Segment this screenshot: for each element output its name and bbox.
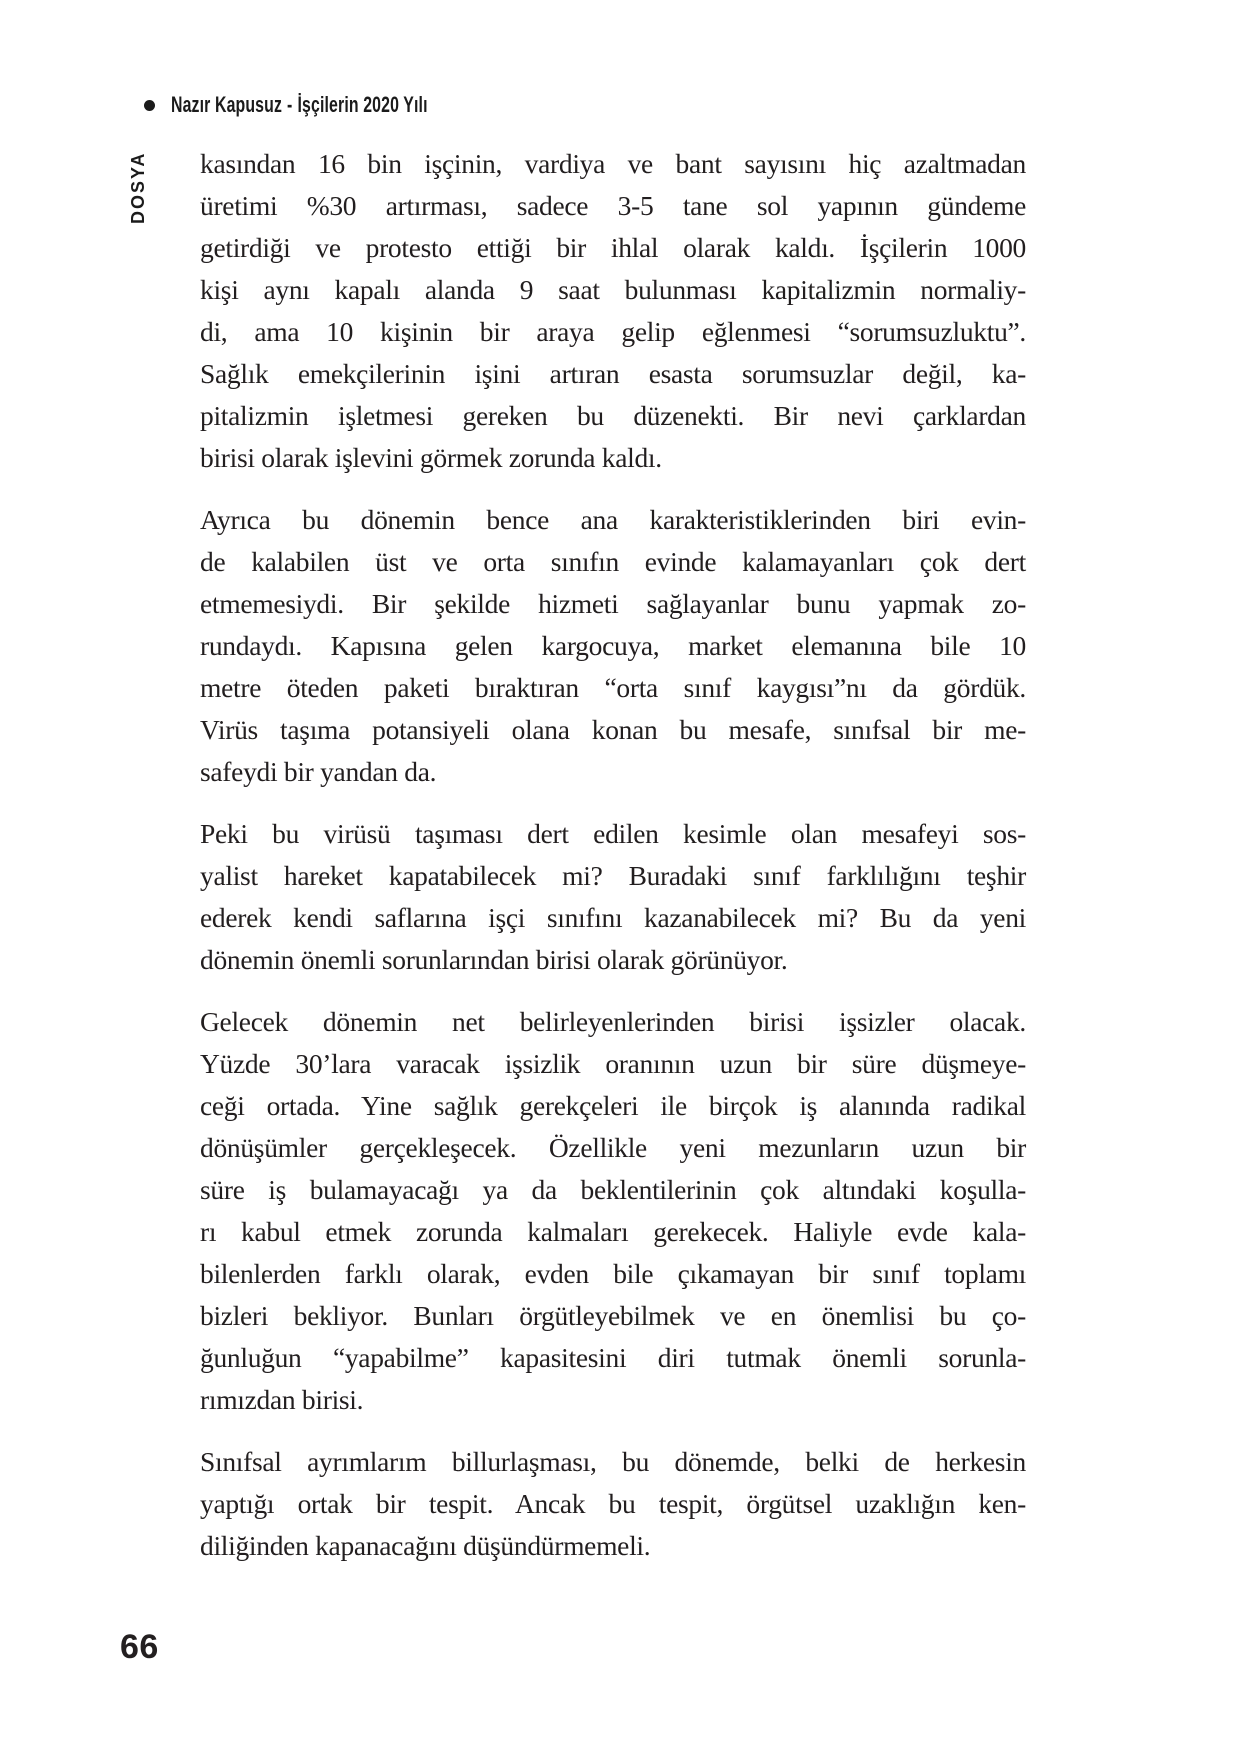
header-author: Nazır Kapusuz: [171, 92, 283, 117]
text-line: ğunluğun “yapabilme” kapasitesini diri tutmak önemli sorunla-: [200, 1342, 1026, 1373]
text-line: Gelecek dönemin net belirleyenlerinden birisi işsizler olacak.: [200, 1006, 1026, 1037]
text-line: getirdiği ve protesto ettiği bir ihlal olarak kaldı. İşçilerin 1000: [200, 232, 1026, 263]
text-line: rundaydı. Kapısına gelen kargocuya, market elemanına bile 10: [200, 630, 1026, 661]
running-header: [144, 92, 527, 118]
header-book-title: İşçilerin 2020 Yılı: [297, 92, 428, 117]
paragraph: [200, 499, 1026, 793]
text-line: üretimi %30 artırması, sadece 3-5 tane sol yapının gündeme: [200, 190, 1026, 221]
text-line: Sağlık emekçilerinin işini artıran esasta sorumsuzlar değil, ka-: [200, 358, 1026, 389]
text-line: kişi aynı kapalı alanda 9 saat bulunması kapitalizmin normaliy-: [200, 274, 1026, 305]
text-line: de kalabilen üst ve orta sınıfın evinde kalamayanları çok dert: [200, 546, 1026, 577]
text-line: rımızdan birisi.: [200, 1384, 364, 1415]
paragraph: [200, 1001, 1026, 1421]
text-line: dönemin önemli sorunlarından birisi olarak görünüyor.: [200, 944, 788, 975]
text-line: süre iş bulamayacağı ya da beklentilerinin çok altındaki koşulla-: [200, 1174, 1026, 1205]
body-text: [200, 143, 1026, 1567]
header-separator: -: [287, 92, 293, 117]
paragraph: [200, 1441, 1026, 1567]
text-line: dönüşümler gerçekleşecek. Özellikle yeni mezunların uzun bir: [200, 1132, 1026, 1163]
text-line: etmemesiydi. Bir şekilde hizmeti sağlayanlar bunu yapmak zo-: [200, 588, 1026, 619]
text-line: bizleri bekliyor. Bunları örgütleyebilmek ve en önemlisi bu ço-: [200, 1300, 1026, 1331]
text-line: Ayrıca bu dönemin bence ana karakteristiklerinden biri evin-: [200, 504, 1026, 535]
text-line: rı kabul etmek zorunda kalmaları gerekecek. Haliyle evde kala-: [200, 1216, 1026, 1247]
text-line: Virüs taşıma potansiyeli olana konan bu mesafe, sınıfsal bir me-: [200, 714, 1026, 745]
page-number: 66: [120, 1628, 159, 1666]
text-line: yalist hareket kapatabilecek mi? Buradaki sınıf farklılığını teşhir: [200, 860, 1026, 891]
header-text: [171, 92, 428, 118]
paragraph: [200, 143, 1026, 479]
text-line: pitalizmin işletmesi gereken bu düzenekti. Bir nevi çarklardan: [200, 400, 1026, 431]
text-line: metre öteden paketi bıraktıran “orta sınıf kaygısı”nı da gördük.: [200, 672, 1026, 703]
text-line: yaptığı ortak bir tespit. Ancak bu tespit, örgütsel uzaklığın ken-: [200, 1488, 1026, 1519]
text-line: Sınıfsal ayrımlarım billurlaşması, bu dönemde, belki de herkesin: [200, 1446, 1026, 1477]
text-line: ceği ortada. Yine sağlık gerekçeleri ile birçok iş alanında radikal: [200, 1090, 1026, 1121]
text-line: diliğinden kapanacağını düşündürmemeli.: [200, 1530, 651, 1561]
paragraph: [200, 813, 1026, 981]
text-line: Yüzde 30’lara varacak işsizlik oranının uzun bir süre düşmeye-: [200, 1048, 1026, 1079]
text-line: birisi olarak işlevini görmek zorunda kaldı.: [200, 442, 662, 473]
text-line: bilenlerden farklı olarak, evden bile çıkamayan bir sınıf toplamı: [200, 1258, 1026, 1289]
section-label-dosya: DOSYA: [128, 151, 148, 224]
text-line: Peki bu virüsü taşıması dert edilen kesimle olan mesafeyi sos-: [200, 818, 1026, 849]
text-line: di, ama 10 kişinin bir araya gelip eğlenmesi “sorumsuzluktu”.: [200, 316, 1026, 347]
bullet-icon: [144, 100, 155, 111]
text-line: safeydi bir yandan da.: [200, 756, 437, 787]
text-line: kasından 16 bin işçinin, vardiya ve bant sayısını hiç azaltmadan: [200, 148, 1026, 179]
text-line: ederek kendi saflarına işçi sınıfını kazanabilecek mi? Bu da yeni: [200, 902, 1026, 933]
